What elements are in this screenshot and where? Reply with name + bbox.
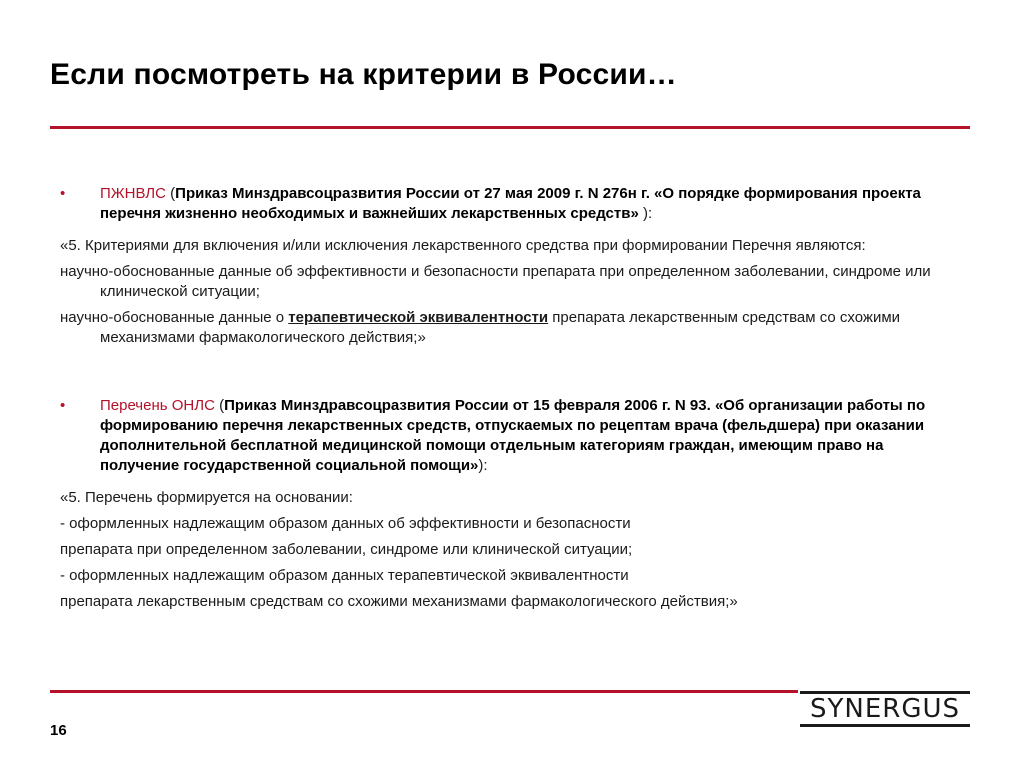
slide-title: Если посмотреть на критерии в России…: [50, 58, 677, 91]
onls-line-1: - оформленных надлежащим образом данных об эффективности и безопасности: [60, 515, 631, 532]
onls-line-4: препарата лекарственным средствам со схожими механизмами фармакологического действия;»: [60, 593, 738, 610]
criteria-item-efficacy: научно-обоснованные данные об эффективности и безопасности препарата при определенном заболевании, синдроме или клинической ситуации;: [60, 263, 931, 300]
title-divider: [50, 126, 970, 129]
footer-divider: [50, 690, 798, 693]
pzhnvls-label: ПЖНВЛС: [100, 185, 166, 202]
synergus-logo: SYNERGUS: [800, 691, 970, 727]
paren-close: ):: [478, 457, 488, 474]
equivalence-post: препарата лекарственным средствам со схожими механизмами фармакологического действия;»: [100, 309, 901, 346]
bullet-marker: •: [60, 185, 66, 202]
onls-order: Приказ Минздравсоцразвития России от 15 февраля 2006 г. N 93. «Об организации работы по формированию перечня лекарственных средств, отпускаемых по рецептам врача (фельдшера) при оказании дополнительной бесплатной медицинской помощи отдельным категориям граждан, имеющим право на получение государственной социальной помощи»: [100, 397, 926, 474]
paren-close: ):: [638, 205, 653, 222]
pzhnvls-order: Приказ Минздравсоцразвития России от 27 мая 2009 г. N 276н г. «О порядке формирования проекта перечня жизненно необходимых и важнейших лекарственных средств»: [100, 185, 921, 222]
onls-intro: «5. Перечень формируется на основании:: [60, 489, 353, 506]
onls-label: Перечень ОНЛС: [100, 397, 215, 414]
equivalence-term: терапевтической эквивалентности: [288, 309, 549, 326]
onls-line-3: - оформленных надлежащим образом данных терапевтической эквивалентности: [60, 567, 629, 584]
onls-line-2: препарата при определенном заболевании, синдроме или клинической ситуации;: [60, 541, 633, 558]
bullet-pzhnvls: [60, 184, 960, 224]
slide-body: [60, 184, 960, 612]
paren-open: (: [165, 185, 176, 202]
criteria-intro: «5. Критериями для включения и/или исключения лекарственного средства при формировании Перечня являются:: [60, 237, 866, 254]
paren-open: (: [214, 397, 225, 414]
bullet-onls: [60, 396, 960, 476]
bullet-marker: •: [60, 397, 66, 414]
criteria-item-equivalence: [60, 308, 960, 348]
page-number: 16: [50, 722, 67, 739]
equivalence-pre: научно-обоснованные данные о: [60, 309, 289, 326]
